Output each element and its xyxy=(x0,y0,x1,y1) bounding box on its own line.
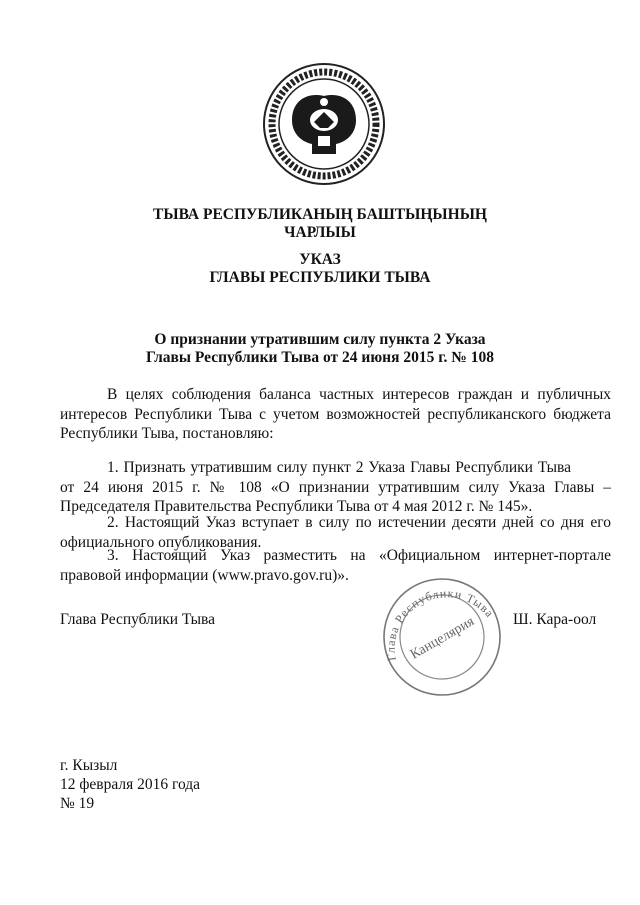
decree-footer xyxy=(60,756,200,813)
official-stamp xyxy=(362,572,522,702)
issue-date: 12 февраля 2016 года xyxy=(60,776,201,793)
subject-line1: О признании утратившим силу пункта 2 Указа xyxy=(154,331,486,348)
preamble-paragraph: В целях соблюдения баланса частных интересов граждан и публичных интересов Республики Тыва с учетом возможностей республиканского бюджета Республики Тыва, постановляю: xyxy=(60,386,611,442)
item-1-paragraph xyxy=(60,458,611,517)
tyva-emblem-icon xyxy=(262,62,386,186)
item-3-paragraph: 3. Настоящий Указ разместить на «Официальном интернет-портале правовой информации (www.pravo.gov.ru)». xyxy=(60,547,611,584)
issue-city: г. Кызыл xyxy=(60,757,118,774)
header-tyva-line2: ЧАРЛЫЫ xyxy=(284,224,356,241)
header-ru-line2: ГЛАВЫ РЕСПУБЛИКИ ТЫВА xyxy=(209,269,431,286)
stamp-ring-text: Глава Республики Тыва xyxy=(383,586,498,662)
header-tyva xyxy=(60,206,580,242)
stamp-center-text: Канцелярия xyxy=(407,614,477,663)
header-russian xyxy=(60,251,580,287)
item-1-start: 1. Признать утратившим силу пункт 2 Указа Главы Республики Тыва xyxy=(107,459,571,476)
header-ru-line1: УКАЗ xyxy=(299,251,341,268)
header-tyva-line1: ТЫВА РЕСПУБЛИКАНЫҢ БАШТЫҢЫНЫҢ xyxy=(153,206,487,223)
signatory-position: Глава Республики Тыва xyxy=(60,611,216,628)
subject-line2: Главы Республики Тыва от 24 июня 2015 г. № 108 xyxy=(146,349,494,366)
decree-subject xyxy=(60,331,580,367)
item-2-paragraph: 2. Настоящий Указ вступает в силу по истечении десяти дней со дня его официального опубликования. xyxy=(60,514,611,551)
item-1-rest: от 24 июня 2015 г. № 108 «О признании утратившим силу Указа Главы –Председателя Правительства Республики Тыва от 4 мая 2012 г. № 145». xyxy=(60,478,611,515)
decree-number: № 19 xyxy=(60,795,95,812)
signatory-name: Ш. Кара-оол xyxy=(513,611,597,628)
